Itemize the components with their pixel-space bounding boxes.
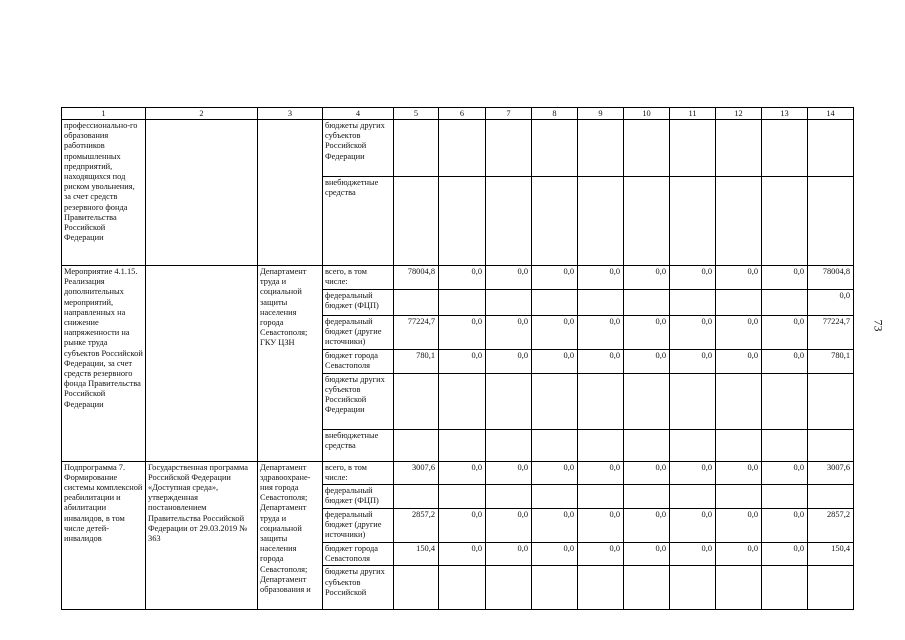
amount-cell bbox=[670, 120, 716, 177]
amount-cell: 3007,6 bbox=[394, 461, 439, 484]
amount-cell: 150,4 bbox=[808, 543, 854, 566]
column-header: 1 bbox=[62, 108, 146, 120]
amount-cell: 0,0 bbox=[578, 461, 624, 484]
amount-cell bbox=[394, 120, 439, 177]
amount-cell bbox=[394, 429, 439, 461]
budget-table bbox=[61, 107, 854, 610]
amount-cell: 0,0 bbox=[762, 461, 808, 484]
table-row bbox=[62, 461, 854, 484]
amount-cell bbox=[670, 290, 716, 316]
amount-cell: 0,0 bbox=[486, 316, 532, 350]
funding-source-cell: бюджеты других субъектов Российской bbox=[323, 566, 394, 610]
amount-cell bbox=[716, 566, 762, 610]
amount-cell: 0,0 bbox=[624, 543, 670, 566]
activity-name-cell: Мероприятие 4.1.15. Реализация дополнительных мероприятий, направленных на снижение напряженности на рынке труда субъектов Российской Федерации, за счет средств резервного фонда Правительства Российской Федерации bbox=[62, 266, 146, 462]
amount-cell: 0,0 bbox=[532, 266, 578, 290]
amount-cell bbox=[486, 429, 532, 461]
amount-cell bbox=[624, 120, 670, 177]
amount-cell bbox=[808, 566, 854, 610]
amount-cell: 3007,6 bbox=[808, 461, 854, 484]
amount-cell bbox=[578, 290, 624, 316]
amount-cell bbox=[439, 290, 486, 316]
amount-cell bbox=[808, 120, 854, 177]
amount-cell bbox=[808, 429, 854, 461]
column-header: 13 bbox=[762, 108, 808, 120]
amount-cell bbox=[762, 429, 808, 461]
amount-cell bbox=[624, 566, 670, 610]
amount-cell bbox=[532, 485, 578, 509]
amount-cell: 0,0 bbox=[624, 509, 670, 543]
amount-cell: 0,0 bbox=[762, 316, 808, 350]
amount-cell: 780,1 bbox=[394, 349, 439, 373]
amount-cell bbox=[532, 120, 578, 177]
amount-cell: 0,0 bbox=[670, 461, 716, 484]
funding-source-cell: федеральный бюджет (ФЦП) bbox=[323, 485, 394, 509]
amount-cell: 0,0 bbox=[716, 543, 762, 566]
executor-cell: Департамент здравоохране-ния города Севастополя; Департамент труда и социальной защиты населения города Севастополя; Департамент образования и bbox=[258, 461, 323, 610]
amount-cell: 0,0 bbox=[532, 543, 578, 566]
funding-source-cell: внебюджетные средства bbox=[323, 429, 394, 461]
amount-cell: 0,0 bbox=[670, 509, 716, 543]
column-header: 3 bbox=[258, 108, 323, 120]
amount-cell bbox=[394, 566, 439, 610]
amount-cell: 2857,2 bbox=[394, 509, 439, 543]
funding-source-cell: всего, в том числе: bbox=[323, 266, 394, 290]
amount-cell bbox=[624, 485, 670, 509]
amount-cell: 0,0 bbox=[578, 349, 624, 373]
amount-cell bbox=[439, 429, 486, 461]
page-number: 73 bbox=[871, 319, 886, 332]
column-header: 11 bbox=[670, 108, 716, 120]
amount-cell: 78004,8 bbox=[394, 266, 439, 290]
amount-cell bbox=[439, 485, 486, 509]
amount-cell: 0,0 bbox=[624, 266, 670, 290]
amount-cell: 0,0 bbox=[578, 316, 624, 350]
amount-cell: 150,4 bbox=[394, 543, 439, 566]
column-header: 4 bbox=[323, 108, 394, 120]
funding-source-cell: всего, в том числе: bbox=[323, 461, 394, 484]
amount-cell: 0,0 bbox=[486, 461, 532, 484]
funding-source-cell: федеральный бюджет (ФЦП) bbox=[323, 290, 394, 316]
amount-cell bbox=[394, 373, 439, 429]
amount-cell: 0,0 bbox=[716, 349, 762, 373]
amount-cell bbox=[670, 373, 716, 429]
amount-cell: 0,0 bbox=[716, 266, 762, 290]
amount-cell: 0,0 bbox=[624, 461, 670, 484]
amount-cell bbox=[716, 429, 762, 461]
column-header: 8 bbox=[532, 108, 578, 120]
amount-cell: 0,0 bbox=[670, 316, 716, 350]
amount-cell bbox=[486, 373, 532, 429]
amount-cell bbox=[486, 120, 532, 177]
amount-cell bbox=[716, 290, 762, 316]
amount-cell: 0,0 bbox=[670, 543, 716, 566]
funding-source-cell: федеральный бюджет (другие источники) bbox=[323, 509, 394, 543]
column-header: 9 bbox=[578, 108, 624, 120]
program-reference-cell bbox=[146, 120, 258, 266]
amount-cell: 0,0 bbox=[670, 349, 716, 373]
amount-cell bbox=[532, 566, 578, 610]
amount-cell: 0,0 bbox=[532, 316, 578, 350]
column-header: 10 bbox=[624, 108, 670, 120]
amount-cell bbox=[670, 566, 716, 610]
amount-cell bbox=[439, 120, 486, 177]
amount-cell: 0,0 bbox=[578, 509, 624, 543]
amount-cell: 0,0 bbox=[439, 349, 486, 373]
amount-cell: 0,0 bbox=[762, 349, 808, 373]
column-header: 6 bbox=[439, 108, 486, 120]
amount-cell bbox=[624, 429, 670, 461]
amount-cell bbox=[624, 373, 670, 429]
amount-cell bbox=[716, 373, 762, 429]
amount-cell: 0,0 bbox=[670, 266, 716, 290]
amount-cell bbox=[439, 177, 486, 266]
amount-cell: 0,0 bbox=[716, 316, 762, 350]
amount-cell: 0,0 bbox=[716, 509, 762, 543]
amount-cell bbox=[624, 177, 670, 266]
column-header-row bbox=[62, 108, 854, 120]
executor-cell: Департамент труда и социальной защиты населения города Севастополя; ГКУ ЦЗН bbox=[258, 266, 323, 462]
amount-cell bbox=[532, 290, 578, 316]
amount-cell bbox=[762, 566, 808, 610]
amount-cell bbox=[762, 373, 808, 429]
funding-source-cell: бюджеты других субъектов Российской Федерации bbox=[323, 120, 394, 177]
column-header: 7 bbox=[486, 108, 532, 120]
amount-cell: 0,0 bbox=[762, 543, 808, 566]
amount-cell: 0,0 bbox=[808, 290, 854, 316]
amount-cell bbox=[762, 120, 808, 177]
funding-source-cell: бюджет города Севастополя bbox=[323, 543, 394, 566]
amount-cell bbox=[716, 177, 762, 266]
table-row bbox=[62, 120, 854, 177]
activity-name-cell: профессионально-го образования работников промышленных предприятий, находящихся под риском увольнения, за счет средств резервного фонда Правительства Российской Федерации bbox=[62, 120, 146, 266]
amount-cell: 0,0 bbox=[532, 349, 578, 373]
amount-cell bbox=[532, 177, 578, 266]
amount-cell: 2857,2 bbox=[808, 509, 854, 543]
amount-cell: 0,0 bbox=[716, 461, 762, 484]
amount-cell: 0,0 bbox=[486, 266, 532, 290]
amount-cell: 0,0 bbox=[578, 543, 624, 566]
amount-cell: 0,0 bbox=[624, 349, 670, 373]
column-header: 5 bbox=[394, 108, 439, 120]
activity-name-cell: Подпрограмма 7. Формирование системы комплексной реабилитации и абилитации инвалидов, в том числе детей-инвалидов bbox=[62, 461, 146, 610]
table-row bbox=[62, 266, 854, 290]
amount-cell: 78004,8 bbox=[808, 266, 854, 290]
amount-cell: 0,0 bbox=[486, 543, 532, 566]
funding-source-cell: внебюджетные средства bbox=[323, 177, 394, 266]
amount-cell bbox=[624, 290, 670, 316]
amount-cell bbox=[716, 485, 762, 509]
amount-cell bbox=[808, 177, 854, 266]
column-header: 12 bbox=[716, 108, 762, 120]
amount-cell bbox=[716, 120, 762, 177]
amount-cell bbox=[808, 485, 854, 509]
amount-cell: 0,0 bbox=[532, 461, 578, 484]
amount-cell bbox=[578, 120, 624, 177]
amount-cell bbox=[532, 429, 578, 461]
amount-cell: 77224,7 bbox=[394, 316, 439, 350]
column-header: 2 bbox=[146, 108, 258, 120]
funding-source-cell: бюджет города Севастополя bbox=[323, 349, 394, 373]
amount-cell bbox=[808, 373, 854, 429]
amount-cell: 0,0 bbox=[624, 316, 670, 350]
amount-cell bbox=[578, 373, 624, 429]
amount-cell: 0,0 bbox=[439, 509, 486, 543]
amount-cell bbox=[578, 177, 624, 266]
amount-cell bbox=[532, 373, 578, 429]
amount-cell: 0,0 bbox=[532, 509, 578, 543]
amount-cell bbox=[578, 429, 624, 461]
program-reference-cell: Государственная программа Российской Федерации «Доступная среда», утвержденная постановлением Правительства Российской Федерации от 29.03.2019 № 363 bbox=[146, 461, 258, 610]
amount-cell: 780,1 bbox=[808, 349, 854, 373]
amount-cell: 0,0 bbox=[439, 543, 486, 566]
amount-cell: 77224,7 bbox=[808, 316, 854, 350]
amount-cell: 0,0 bbox=[486, 349, 532, 373]
amount-cell: 0,0 bbox=[439, 266, 486, 290]
amount-cell bbox=[486, 485, 532, 509]
amount-cell bbox=[394, 290, 439, 316]
amount-cell bbox=[670, 485, 716, 509]
amount-cell: 0,0 bbox=[762, 509, 808, 543]
program-reference-cell bbox=[146, 266, 258, 462]
amount-cell bbox=[762, 177, 808, 266]
amount-cell bbox=[578, 485, 624, 509]
amount-cell bbox=[439, 373, 486, 429]
amount-cell bbox=[486, 290, 532, 316]
amount-cell: 0,0 bbox=[439, 461, 486, 484]
amount-cell bbox=[762, 290, 808, 316]
amount-cell bbox=[439, 566, 486, 610]
amount-cell bbox=[762, 485, 808, 509]
amount-cell bbox=[670, 429, 716, 461]
amount-cell bbox=[578, 566, 624, 610]
amount-cell: 0,0 bbox=[439, 316, 486, 350]
amount-cell: 0,0 bbox=[762, 266, 808, 290]
column-header: 14 bbox=[808, 108, 854, 120]
amount-cell bbox=[394, 177, 439, 266]
amount-cell: 0,0 bbox=[486, 509, 532, 543]
funding-source-cell: федеральный бюджет (другие источники) bbox=[323, 316, 394, 350]
amount-cell: 0,0 bbox=[578, 266, 624, 290]
executor-cell bbox=[258, 120, 323, 266]
amount-cell bbox=[486, 566, 532, 610]
amount-cell bbox=[670, 177, 716, 266]
funding-source-cell: бюджеты других субъектов Российской Федерации bbox=[323, 373, 394, 429]
amount-cell bbox=[486, 177, 532, 266]
amount-cell bbox=[394, 485, 439, 509]
